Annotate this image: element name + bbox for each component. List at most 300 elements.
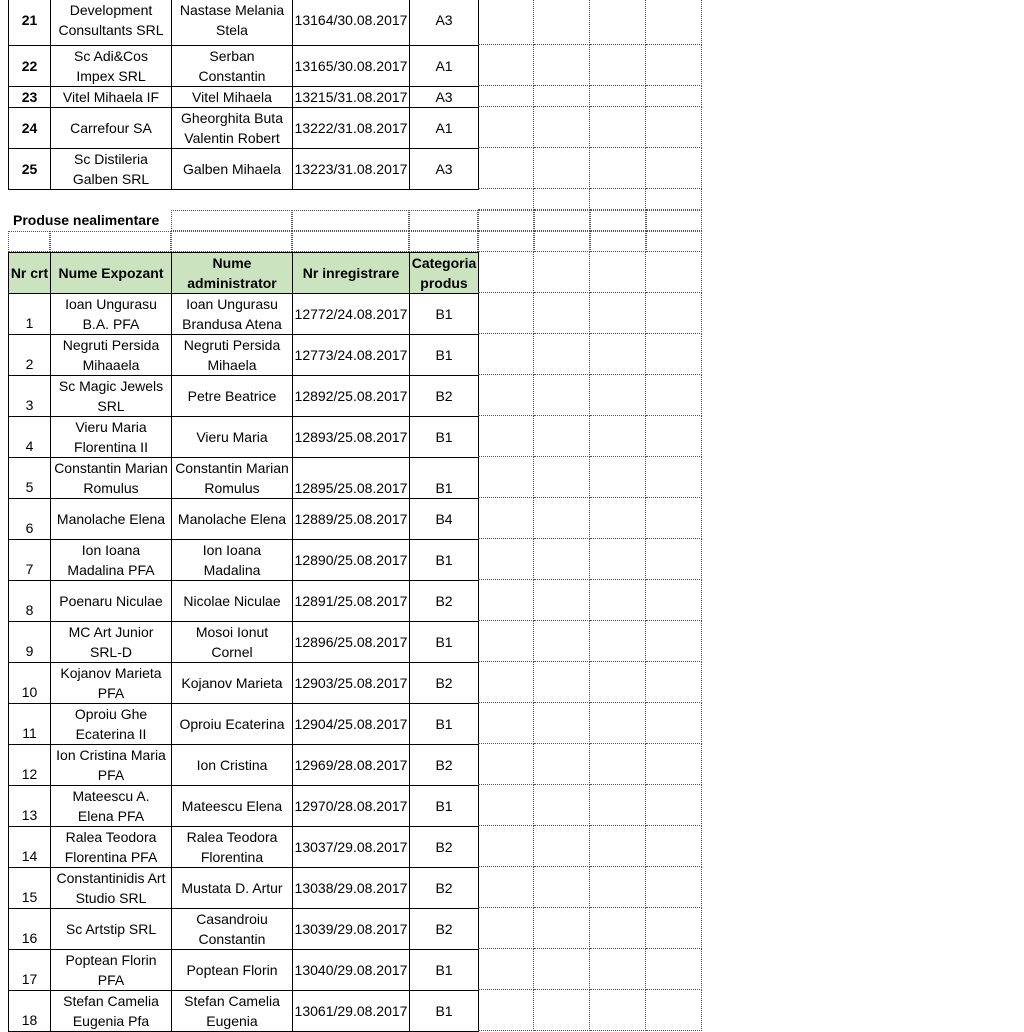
empty-cell[interactable] [534, 107, 590, 148]
alimentare-expozant-cell-text: Sc Adi&Cos Impex SRL [74, 48, 148, 84]
alimentare-admin-cell [171, 148, 293, 190]
nealimentare-nr_inreg-cell [292, 375, 410, 417]
empty-cell[interactable] [590, 785, 646, 826]
header-admin [171, 252, 293, 294]
nealimentare-nr-cell-text: 8 [25, 602, 34, 618]
nealimentare-nr_inreg-cell-text: 12892/25.08.2017 [294, 388, 408, 404]
alimentare-nr-cell-text: 22 [21, 58, 38, 74]
nealimentare-nr-cell-text: 2 [25, 356, 34, 372]
nealimentare-expozant-cell [50, 539, 172, 581]
nealimentare-expozant-cell-text: Ion Cristina Maria PFA [56, 747, 166, 783]
empty-cell[interactable] [534, 662, 590, 703]
nealimentare-cat-cell [409, 539, 479, 581]
nealimentare-expozant-cell-text: Negruti Persida Mihaaela [62, 337, 160, 373]
nealimentare-cat-cell-text: B1 [435, 962, 453, 978]
nealimentare-nr-cell [8, 416, 51, 458]
nealimentare-nr-cell-text: 16 [21, 930, 38, 946]
empty-cell[interactable] [534, 231, 590, 252]
alimentare-admin-cell-text: Vitel Mihaela [192, 89, 272, 105]
alimentare-cat-cell [409, 148, 479, 190]
header-expozant [50, 252, 172, 294]
nealimentare-admin-cell [171, 580, 293, 622]
alimentare-nr-cell-text: 23 [21, 89, 38, 105]
nealimentare-cat-cell-text: B2 [435, 921, 453, 937]
nealimentare-nr_inreg-cell [292, 457, 410, 499]
alimentare-expozant-cell [50, 107, 172, 149]
alimentare-admin-cell-text: Nastase Melania Stela [179, 2, 285, 38]
empty-cell[interactable] [646, 662, 702, 703]
nealimentare-expozant-cell [50, 334, 172, 376]
empty-cell[interactable] [646, 621, 702, 662]
empty-cell[interactable] [534, 539, 590, 580]
nealimentare-admin-cell-text: Kojanov Marieta [181, 675, 283, 691]
nealimentare-nr_inreg-cell [292, 539, 410, 581]
nealimentare-cat-cell-text: B1 [435, 480, 453, 496]
empty-cell[interactable] [534, 457, 590, 498]
alimentare-nr_inreg-cell-text: 13165/30.08.2017 [294, 58, 408, 74]
nealimentare-nr_inreg-cell [292, 580, 410, 622]
nealimentare-expozant-cell [50, 785, 172, 827]
alimentare-nr-cell [8, 86, 51, 108]
alimentare-nr-cell [8, 0, 51, 46]
empty-cell[interactable] [646, 45, 702, 86]
nealimentare-admin-cell [171, 949, 293, 991]
nealimentare-nr_inreg-cell [292, 744, 410, 786]
nealimentare-expozant-cell-text: Ion Ioana Madalina PFA [67, 542, 155, 578]
empty-cell[interactable] [478, 949, 534, 990]
alimentare-nr-cell [8, 45, 51, 87]
nealimentare-nr-cell-text: 14 [21, 848, 38, 864]
empty-cell[interactable] [534, 148, 590, 189]
nealimentare-nr-cell [8, 621, 51, 663]
empty-cell[interactable] [478, 231, 534, 252]
nealimentare-nr-cell-text: 11 [22, 725, 37, 741]
nealimentare-admin-cell-text: Mustata D. Artur [181, 880, 283, 896]
nealimentare-nr-cell [8, 826, 51, 868]
nealimentare-nr_inreg-cell [292, 293, 410, 335]
nealimentare-nr-cell [8, 498, 51, 540]
empty-cell[interactable] [646, 703, 702, 744]
section-title: Produse nealimentare [13, 212, 160, 228]
empty-cell[interactable] [646, 457, 702, 498]
alimentare-nr_inreg-cell [292, 45, 410, 87]
empty-cell[interactable] [590, 580, 646, 621]
nealimentare-nr_inreg-cell [292, 334, 410, 376]
nealimentare-admin-cell [171, 539, 293, 581]
alimentare-cat-cell [409, 86, 479, 108]
nealimentare-cat-cell-text: B1 [435, 798, 453, 814]
empty-cell[interactable] [171, 210, 292, 231]
nealimentare-nr-cell-text: 10 [21, 684, 38, 700]
nealimentare-admin-cell-text: Poptean Florin [186, 962, 278, 978]
nealimentare-expozant-cell-text: Kojanov Marieta PFA [60, 665, 162, 701]
nealimentare-expozant-cell-text: Manolache Elena [56, 511, 166, 527]
empty-cell[interactable] [590, 457, 646, 498]
alimentare-cat-cell-text: A1 [435, 58, 453, 74]
nealimentare-expozant-cell [50, 498, 172, 540]
empty-cell[interactable] [534, 744, 590, 785]
nealimentare-admin-cell-text: Negruti Persida Mihaela [183, 337, 281, 373]
empty-cell[interactable] [478, 662, 534, 703]
empty-cell[interactable] [478, 107, 534, 148]
empty-cell[interactable] [534, 621, 590, 662]
empty-cell[interactable] [646, 0, 702, 45]
nealimentare-admin-cell-text: Constantin Marian Romulus [175, 460, 289, 496]
nealimentare-admin-cell-text: Manolache Elena [177, 511, 287, 527]
empty-cell[interactable] [534, 990, 590, 1031]
header-cat-text: Categoria produs [411, 255, 477, 291]
empty-cell[interactable] [534, 826, 590, 867]
empty-cell[interactable] [646, 334, 702, 375]
empty-cell[interactable] [590, 949, 646, 990]
nealimentare-expozant-cell-text: Constantin Marian Romulus [54, 460, 168, 496]
empty-cell[interactable] [646, 744, 702, 785]
empty-cell[interactable] [534, 252, 590, 293]
empty-cell[interactable] [478, 703, 534, 744]
empty-cell[interactable] [478, 908, 534, 949]
empty-cell[interactable] [478, 539, 534, 580]
alimentare-nr_inreg-cell [292, 0, 410, 46]
nealimentare-cat-cell [409, 498, 479, 540]
nealimentare-nr_inreg-cell [292, 867, 410, 909]
empty-cell[interactable] [534, 867, 590, 908]
nealimentare-nr-cell [8, 744, 51, 786]
nealimentare-expozant-cell [50, 580, 172, 622]
nealimentare-nr-cell-text: 3 [25, 397, 34, 413]
empty-cell[interactable] [478, 0, 534, 45]
nealimentare-nr_inreg-cell-text: 12903/25.08.2017 [294, 675, 408, 691]
nealimentare-cat-cell [409, 416, 479, 458]
nealimentare-cat-cell-text: B1 [435, 634, 453, 650]
nealimentare-expozant-cell-text: Ioan Ungurasu B.A. PFA [65, 296, 157, 332]
alimentare-expozant-cell [50, 45, 172, 87]
alimentare-nr-cell-text: 21 [21, 12, 38, 28]
empty-cell[interactable] [646, 148, 702, 189]
nealimentare-nr_inreg-cell [292, 416, 410, 458]
empty-cell[interactable] [478, 621, 534, 662]
nealimentare-nr-cell-text: 5 [25, 479, 34, 495]
nealimentare-cat-cell-text: B2 [435, 675, 453, 691]
empty-cell[interactable] [646, 539, 702, 580]
nealimentare-admin-cell-text: Casandroiu Constantin [196, 911, 268, 947]
nealimentare-nr_inreg-cell [292, 662, 410, 704]
nealimentare-expozant-cell [50, 826, 172, 868]
empty-cell[interactable] [534, 45, 590, 86]
nealimentare-cat-cell [409, 990, 479, 1032]
empty-cell[interactable] [292, 231, 409, 252]
empty-cell[interactable] [478, 867, 534, 908]
header-cat [409, 252, 479, 294]
empty-cell[interactable] [478, 498, 534, 539]
nealimentare-expozant-cell [50, 908, 172, 950]
header-nr_inreg-text: Nr inregistrare [302, 265, 400, 281]
empty-cell[interactable] [646, 107, 702, 148]
nealimentare-expozant-cell-text: Stefan Camelia Eugenia Pfa [63, 993, 159, 1029]
empty-cell[interactable] [590, 45, 646, 86]
nealimentare-admin-cell-text: Petre Beatrice [187, 388, 277, 404]
nealimentare-admin-cell [171, 457, 293, 499]
empty-cell[interactable] [478, 416, 534, 457]
nealimentare-admin-cell-text: Ion Ioana Madalina [202, 542, 262, 578]
nealimentare-nr_inreg-cell-text: 12904/25.08.2017 [294, 716, 408, 732]
nealimentare-nr-cell [8, 375, 51, 417]
nealimentare-admin-cell-text: Nicolae Niculae [183, 593, 281, 609]
alimentare-nr_inreg-cell-text: 13223/31.08.2017 [294, 161, 408, 177]
alimentare-admin-cell [171, 45, 293, 87]
empty-cell[interactable] [534, 703, 590, 744]
alimentare-nr-cell [8, 107, 51, 149]
empty-cell[interactable] [534, 375, 590, 416]
alimentare-nr_inreg-cell [292, 148, 410, 190]
empty-cell[interactable] [478, 375, 534, 416]
nealimentare-expozant-cell [50, 662, 172, 704]
nealimentare-cat-cell [409, 867, 479, 909]
header-nr [8, 252, 51, 294]
nealimentare-admin-cell [171, 334, 293, 376]
empty-cell[interactable] [646, 949, 702, 990]
nealimentare-nr-cell-text: 7 [25, 561, 34, 577]
nealimentare-nr-cell-text: 15 [21, 889, 38, 905]
nealimentare-expozant-cell-text: Poptean Florin PFA [65, 952, 157, 988]
empty-cell[interactable] [478, 334, 534, 375]
alimentare-cat-cell-text: A3 [435, 12, 453, 28]
empty-cell[interactable] [478, 744, 534, 785]
nealimentare-admin-cell-text: Stefan Camelia Eugenia [184, 993, 280, 1029]
empty-cell[interactable] [590, 334, 646, 375]
nealimentare-nr-cell [8, 457, 51, 499]
empty-cell[interactable] [590, 293, 646, 334]
nealimentare-nr_inreg-cell-text: 12969/28.08.2017 [294, 757, 408, 773]
nealimentare-nr-cell [8, 867, 51, 909]
nealimentare-cat-cell-text: B2 [435, 388, 453, 404]
nealimentare-cat-cell-text: B1 [435, 552, 453, 568]
nealimentare-expozant-cell-text: Ralea Teodora Florentina PFA [64, 829, 158, 865]
nealimentare-expozant-cell [50, 949, 172, 991]
empty-cell[interactable] [590, 148, 646, 189]
nealimentare-expozant-cell [50, 293, 172, 335]
alimentare-cat-cell-text: A1 [435, 120, 453, 136]
empty-cell[interactable] [534, 908, 590, 949]
empty-cell[interactable] [590, 662, 646, 703]
nealimentare-cat-cell [409, 375, 479, 417]
nealimentare-cat-cell-text: B4 [435, 511, 453, 527]
empty-cell[interactable] [646, 498, 702, 539]
empty-cell[interactable] [646, 826, 702, 867]
empty-cell[interactable] [590, 498, 646, 539]
empty-cell[interactable] [171, 231, 292, 252]
empty-cell[interactable] [534, 580, 590, 621]
nealimentare-expozant-cell [50, 744, 172, 786]
alimentare-expozant-cell-text: Development Consultants SRL [58, 2, 164, 38]
alimentare-admin-cell-text: Galben Mihaela [182, 161, 282, 177]
nealimentare-nr-cell-text: 9 [25, 643, 34, 659]
nealimentare-admin-cell-text: Ioan Ungurasu Brandusa Atena [182, 296, 282, 332]
empty-cell[interactable] [590, 703, 646, 744]
alimentare-admin-cell-text: Serban Constantin [198, 48, 266, 84]
empty-cell[interactable] [590, 107, 646, 148]
alimentare-cat-cell [409, 107, 479, 149]
nealimentare-cat-cell [409, 621, 479, 663]
nealimentare-admin-cell-text: Mosoi Ionut Cornel [195, 624, 269, 660]
empty-cell[interactable] [534, 210, 590, 231]
nealimentare-nr-cell-text: 18 [21, 1012, 38, 1028]
empty-cell[interactable] [646, 580, 702, 621]
nealimentare-nr_inreg-cell-text: 13039/29.08.2017 [294, 921, 408, 937]
empty-cell[interactable] [590, 189, 646, 210]
empty-cell[interactable] [534, 416, 590, 457]
empty-cell[interactable] [534, 0, 590, 45]
alimentare-cat-cell-text: A3 [435, 161, 453, 177]
empty-cell[interactable] [478, 293, 534, 334]
empty-cell[interactable] [646, 210, 702, 231]
empty-cell[interactable] [534, 189, 590, 210]
nealimentare-expozant-cell-text: MC Art Junior SRL-D [68, 624, 154, 660]
nealimentare-cat-cell-text: B1 [435, 716, 453, 732]
empty-cell[interactable] [590, 375, 646, 416]
nealimentare-admin-cell [171, 744, 293, 786]
nealimentare-expozant-cell [50, 867, 172, 909]
nealimentare-nr-cell [8, 334, 51, 376]
nealimentare-nr-cell-text: 12 [21, 766, 38, 782]
nealimentare-admin-cell [171, 416, 293, 458]
nealimentare-nr-cell [8, 785, 51, 827]
nealimentare-nr_inreg-cell-text: 12890/25.08.2017 [294, 552, 408, 568]
empty-cell[interactable] [478, 189, 534, 210]
empty-cell[interactable] [646, 252, 702, 293]
empty-cell[interactable] [590, 210, 646, 231]
empty-cell[interactable] [590, 744, 646, 785]
alimentare-nr-cell-text: 24 [21, 120, 38, 136]
alimentare-expozant-cell [50, 86, 172, 108]
nealimentare-expozant-cell-text: Constantinidis Art Studio SRL [56, 870, 166, 906]
empty-cell[interactable] [590, 990, 646, 1031]
empty-cell[interactable] [292, 210, 409, 231]
alimentare-admin-cell-text: Gheorghita Buta Valentin Robert [181, 110, 283, 146]
nealimentare-cat-cell-text: B1 [435, 429, 453, 445]
nealimentare-expozant-cell-text: Oproiu Ghe Ecaterina II [74, 706, 148, 742]
header-nr-text: Nr crt [10, 265, 49, 281]
empty-cell[interactable] [590, 867, 646, 908]
nealimentare-cat-cell [409, 662, 479, 704]
nealimentare-cat-cell [409, 785, 479, 827]
empty-cell[interactable] [478, 826, 534, 867]
empty-cell[interactable] [646, 990, 702, 1031]
nealimentare-nr-cell-text: 13 [21, 807, 38, 823]
empty-cell[interactable] [409, 231, 478, 252]
nealimentare-expozant-cell-text: Mateescu A. Elena PFA [72, 788, 150, 824]
nealimentare-nr_inreg-cell-text: 13040/29.08.2017 [294, 962, 408, 978]
nealimentare-nr_inreg-cell-text: 12893/25.08.2017 [294, 429, 408, 445]
nealimentare-admin-cell [171, 990, 293, 1032]
nealimentare-cat-cell-text: B2 [435, 757, 453, 773]
nealimentare-admin-cell [171, 498, 293, 540]
nealimentare-admin-cell-text: Ralea Teodora Florentina [186, 829, 278, 865]
nealimentare-nr_inreg-cell-text: 13037/29.08.2017 [294, 839, 408, 855]
empty-cell[interactable] [478, 86, 534, 107]
alimentare-nr_inreg-cell-text: 13222/31.08.2017 [294, 120, 408, 136]
empty-cell[interactable] [534, 949, 590, 990]
empty-cell[interactable] [590, 86, 646, 107]
nealimentare-nr_inreg-cell-text: 12773/24.08.2017 [294, 347, 408, 363]
nealimentare-expozant-cell [50, 621, 172, 663]
nealimentare-admin-cell-text: Oproiu Ecaterina [179, 716, 285, 732]
nealimentare-admin-cell [171, 826, 293, 868]
empty-cell[interactable] [590, 539, 646, 580]
nealimentare-expozant-cell [50, 703, 172, 745]
empty-cell[interactable] [8, 231, 50, 252]
nealimentare-nr_inreg-cell-text: 12772/24.08.2017 [294, 306, 408, 322]
nealimentare-admin-cell [171, 867, 293, 909]
empty-cell[interactable] [478, 45, 534, 86]
empty-cell[interactable] [478, 252, 534, 293]
nealimentare-cat-cell [409, 457, 479, 499]
nealimentare-admin-cell [171, 293, 293, 335]
nealimentare-cat-cell-text: B2 [435, 593, 453, 609]
empty-cell[interactable] [590, 231, 646, 252]
nealimentare-admin-cell [171, 785, 293, 827]
nealimentare-cat-cell [409, 744, 479, 786]
empty-cell[interactable] [590, 0, 646, 45]
empty-cell[interactable] [478, 785, 534, 826]
nealimentare-expozant-cell-text: Sc Artstip SRL [65, 921, 157, 937]
empty-cell[interactable] [646, 416, 702, 457]
nealimentare-nr_inreg-cell [292, 990, 410, 1032]
nealimentare-nr-cell [8, 293, 51, 335]
empty-cell[interactable] [534, 785, 590, 826]
empty-cell[interactable] [590, 621, 646, 662]
nealimentare-nr-cell-text: 1 [25, 315, 34, 331]
nealimentare-expozant-cell-text: Sc Magic Jewels SRL [58, 378, 164, 414]
empty-cell[interactable] [646, 293, 702, 334]
empty-cell[interactable] [590, 826, 646, 867]
empty-cell[interactable] [646, 189, 702, 210]
empty-cell[interactable] [534, 498, 590, 539]
nealimentare-cat-cell-text: B1 [435, 1003, 453, 1019]
empty-cell[interactable] [590, 908, 646, 949]
empty-cell[interactable] [590, 416, 646, 457]
empty-cell[interactable] [50, 231, 171, 252]
empty-cell[interactable] [590, 252, 646, 293]
nealimentare-admin-cell [171, 375, 293, 417]
empty-cell[interactable] [646, 231, 702, 252]
empty-cell[interactable] [478, 210, 534, 231]
nealimentare-nr_inreg-cell [292, 621, 410, 663]
nealimentare-admin-cell [171, 621, 293, 663]
nealimentare-nr_inreg-cell-text: 12896/25.08.2017 [294, 634, 408, 650]
empty-cell[interactable] [646, 375, 702, 416]
empty-cell[interactable] [534, 293, 590, 334]
nealimentare-cat-cell [409, 293, 479, 335]
alimentare-nr_inreg-cell [292, 86, 410, 108]
empty-cell[interactable] [478, 580, 534, 621]
empty-cell[interactable] [534, 334, 590, 375]
nealimentare-expozant-cell [50, 416, 172, 458]
empty-cell[interactable] [646, 785, 702, 826]
empty-cell[interactable] [478, 457, 534, 498]
empty-cell[interactable] [478, 990, 534, 1031]
nealimentare-nr-cell [8, 990, 51, 1032]
alimentare-nr_inreg-cell-text: 13164/30.08.2017 [294, 12, 408, 28]
nealimentare-cat-cell [409, 949, 479, 991]
empty-cell[interactable] [646, 86, 702, 107]
nealimentare-admin-cell [171, 662, 293, 704]
empty-cell[interactable] [534, 86, 590, 107]
empty-cell[interactable] [646, 867, 702, 908]
empty-cell[interactable] [646, 908, 702, 949]
nealimentare-cat-cell-text: B2 [435, 880, 453, 896]
empty-cell[interactable] [409, 210, 478, 231]
empty-cell[interactable] [478, 148, 534, 189]
